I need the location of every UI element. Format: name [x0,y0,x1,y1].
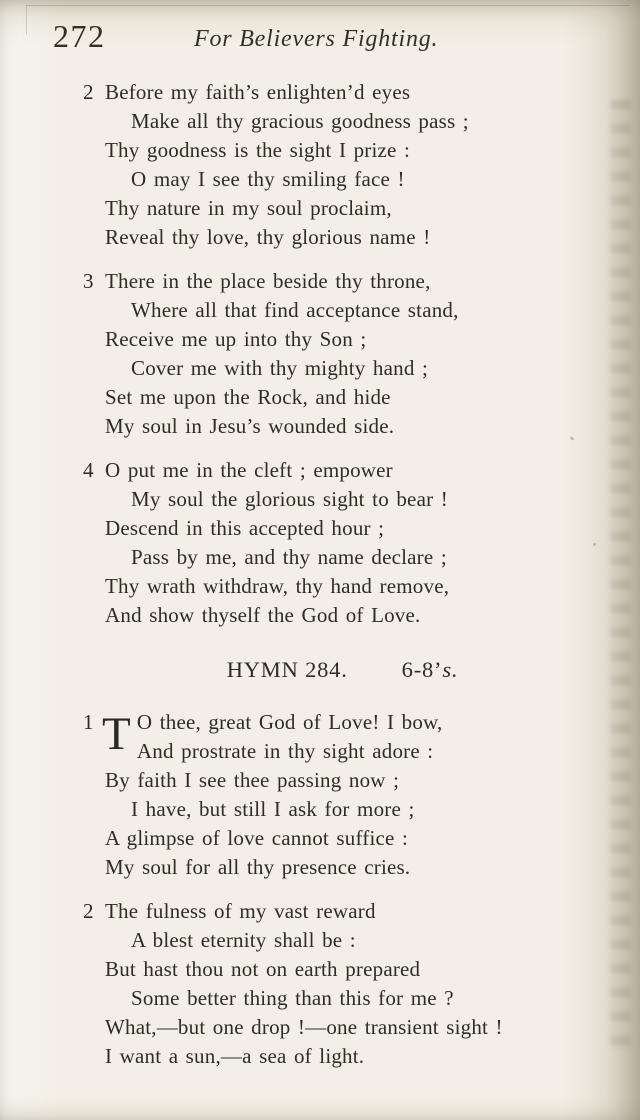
verse-line: Descend in this accepted hour ; [105,516,385,540]
stanza-number: 1 [83,710,94,734]
verse-line: But hast thou not on earth prepared [105,957,421,981]
verse-line: And prostrate in thy sight adore : [136,739,434,763]
hymn284-stanza-2 [83,897,606,1071]
hymn-meter-suffix: s. [442,657,459,682]
verse-line: Thy nature in my soul proclaim, [105,196,392,220]
hymn-heading [79,657,606,683]
hymn284-stanza-1 [83,708,606,882]
stanza-verse-2 [83,78,606,252]
verse-line: O put me in the cleft ; empower [105,458,393,482]
verse-line: Thy goodness is the sight I prize : [105,138,411,162]
page-content [83,78,606,1086]
stanza-verse-4 [83,456,606,630]
verse-line: By faith I see thee passing now ; [105,768,400,792]
verse-line: Where all that find acceptance stand, [131,298,459,322]
verse-line: Reveal thy love, thy glorious name ! [105,225,431,249]
verse-line: I have, but still I ask for more ; [131,797,415,821]
verse-line: Some better thing than this for me ? [131,986,454,1010]
hymn-number-label: HYMN 284. [226,657,348,682]
stanza-number: 3 [83,269,94,293]
verse-line: Pass by me, and thy name declare ; [131,545,447,569]
stanza-number: 2 [83,80,94,104]
stanza-verse-3 [83,267,606,441]
running-title: For Believers Fighting. [194,26,439,52]
dropcap-letter: T [102,708,131,760]
verse-line: Set me upon the Rock, and hide [105,385,391,409]
stanza-number: 2 [83,899,94,923]
verse-line: What,—but one drop !—one transient sight ! [105,1015,503,1039]
verse-line: My soul for all thy presence cries. [105,855,411,879]
verse-line: A blest eternity shall be : [131,928,356,952]
page-edge-text-bleed [611,100,631,1050]
verse-line: I want a sun,—a sea of light. [105,1044,365,1068]
page-edge-left-line [26,5,27,35]
verse-line: O may I see thy smiling face ! [131,167,405,191]
verse-line: There in the place beside thy throne, [105,269,431,293]
verse-line: Cover me with thy mighty hand ; [131,356,429,380]
page-edge-top-line [26,5,630,6]
stanza-number: 4 [83,458,94,482]
verse-line: Make all thy gracious goodness pass ; [131,109,469,133]
verse-line: My soul in Jesu’s wounded side. [105,414,395,438]
verse-line: My soul the glorious sight to bear ! [131,487,448,511]
verse-line: The fulness of my vast reward [105,899,376,923]
verse-line: Thy wrath withdraw, thy hand remove, [105,574,450,598]
verse-line: Receive me up into thy Son ; [105,327,367,351]
verse-line-text: O thee, great God of Love! I bow, [136,710,443,734]
verse-line: Before my faith’s enlighten’d eyes [105,80,411,104]
page-number: 272 [53,18,106,54]
hymn-meter-main: 6-8’ [401,657,443,682]
verse-line: A glimpse of love cannot suffice : [105,826,409,850]
hymn-meter [402,657,459,683]
verse-line: And show thyself the God of Love. [105,603,421,627]
